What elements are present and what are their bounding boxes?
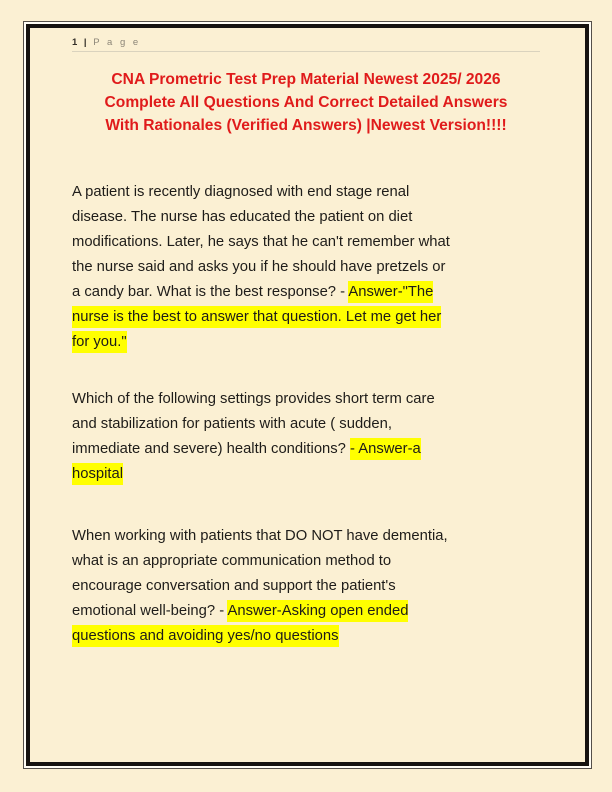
text-line <box>72 305 564 330</box>
text-line <box>72 549 564 574</box>
highlighted-answer: questions and avoiding yes/no questions <box>72 625 339 647</box>
question-text: disease. The nurse has educated the patient on diet <box>72 209 413 225</box>
question-text: Which of the following settings provides short term care <box>72 391 435 407</box>
title-line-3: With Rationales (Verified Answers) |Newest Version!!!! <box>105 117 507 134</box>
text-line <box>72 574 564 599</box>
question-text: modifications. Later, he says that he can't remember what <box>72 234 450 250</box>
header-rule <box>72 51 540 52</box>
question-block-2 <box>72 387 564 487</box>
text-line <box>72 205 564 230</box>
question-text: a candy bar. What is the best response? - <box>72 284 349 300</box>
question-text: what is an appropriate communication method to <box>72 553 392 569</box>
highlighted-answer: Answer-"The <box>348 281 433 303</box>
question-text: encourage conversation and support the patient's <box>72 578 396 594</box>
text-line <box>72 387 564 412</box>
question-text: When working with patients that DO NOT have dementia, <box>72 528 448 544</box>
text-line <box>72 180 564 205</box>
text-line <box>72 624 564 649</box>
page-word: P a g e <box>93 37 141 48</box>
highlighted-answer: - Answer-a <box>350 438 421 460</box>
text-line <box>72 599 564 624</box>
text-line <box>72 230 564 255</box>
highlighted-answer: nurse is the best to answer that question. Let me get her <box>72 306 441 328</box>
question-text: immediate and severe) health conditions? <box>72 441 351 457</box>
page-number: 1 <box>72 37 80 48</box>
question-text: emotional well-being? - <box>72 603 228 619</box>
highlighted-answer: hospital <box>72 463 123 485</box>
title-line-2: Complete All Questions And Correct Detailed Answers <box>104 94 508 111</box>
question-block-1 <box>72 180 564 355</box>
highlighted-answer: for you." <box>72 331 127 353</box>
highlighted-answer: Answer-Asking open ended <box>227 600 408 622</box>
text-line <box>72 330 564 355</box>
page-header <box>72 37 141 48</box>
page-number-separator: | <box>79 37 94 48</box>
title-line-1: CNA Prometric Test Prep Material Newest 2025/ 2026 <box>111 71 501 88</box>
text-line <box>72 462 564 487</box>
question-text: A patient is recently diagnosed with end stage renal <box>72 184 410 200</box>
question-block-3 <box>72 524 564 649</box>
text-line <box>72 412 564 437</box>
text-line <box>72 280 564 305</box>
text-line <box>72 437 564 462</box>
text-line <box>72 255 564 280</box>
question-text: and stabilization for patients with acute ( sudden, <box>72 416 392 432</box>
document-title <box>72 68 540 137</box>
text-line <box>72 524 564 549</box>
question-text: the nurse said and asks you if he should have pretzels or <box>72 259 446 275</box>
